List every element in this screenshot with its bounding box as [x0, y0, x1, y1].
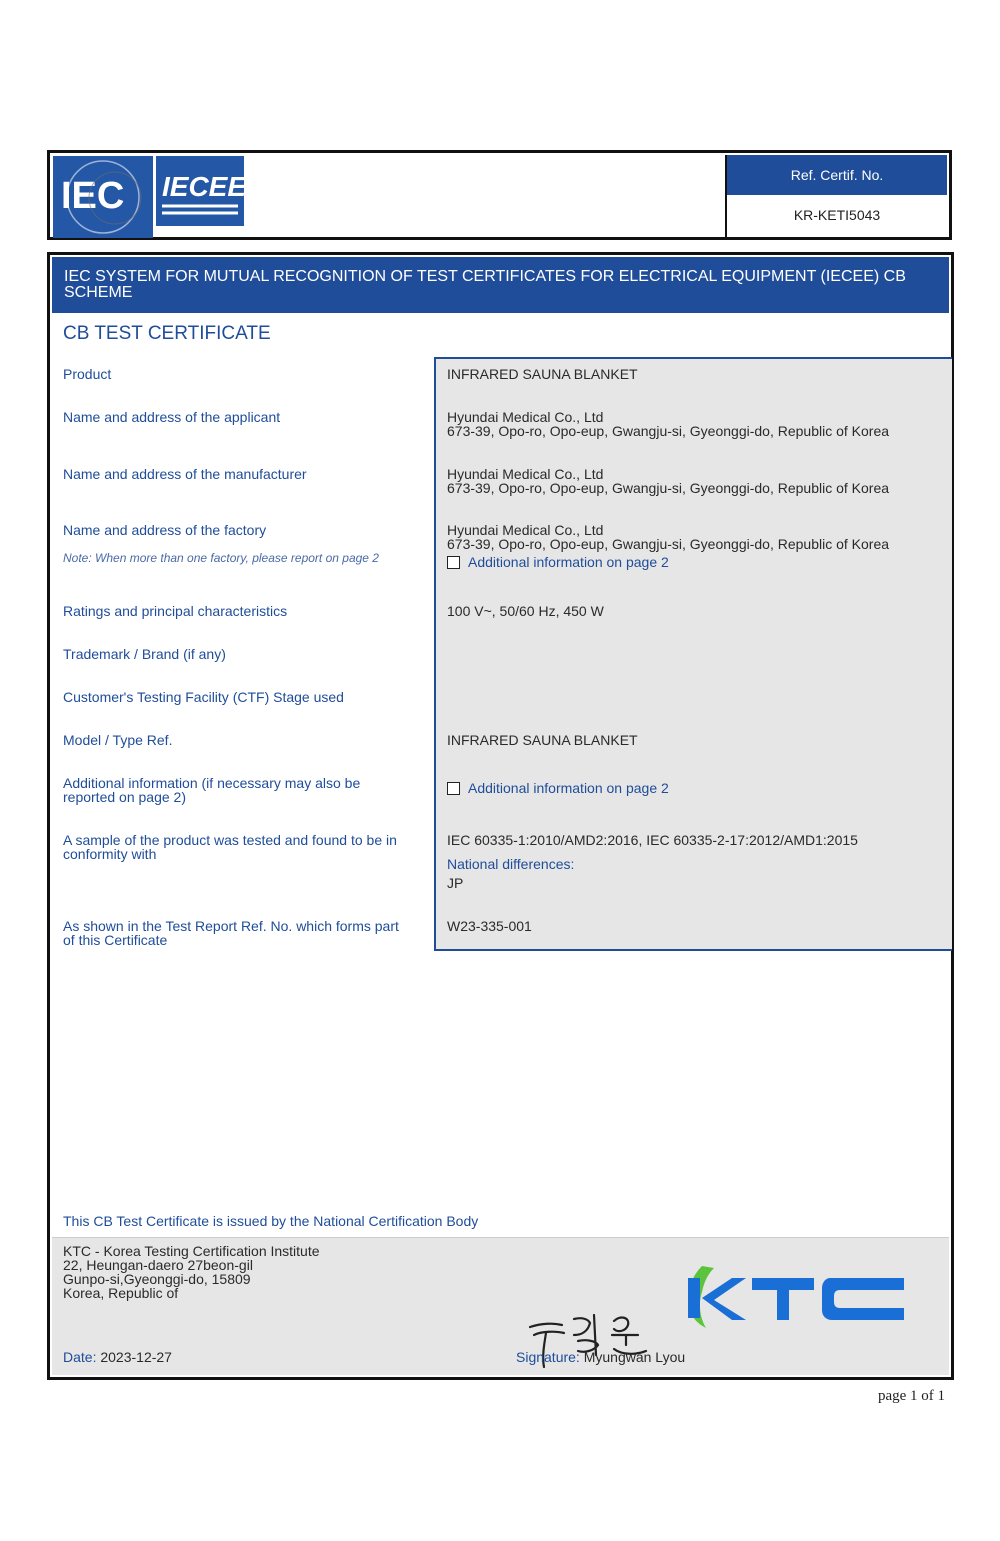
model-value: INFRARED SAUNA BLANKET [447, 732, 638, 748]
report-number: W23-335-001 [447, 918, 532, 934]
product-label: Product [63, 366, 112, 382]
org-country: Korea, Republic of [63, 1285, 179, 1301]
certification-body-address [63, 1244, 320, 1300]
factory-note: Note: When more than one factory, please report on page 2 [63, 551, 379, 565]
checkbox-icon[interactable] [447, 782, 460, 795]
org-name: KTC - Korea Testing Certification Institute [63, 1243, 320, 1259]
factory-label: Name and address of the factory [63, 522, 267, 538]
iec-logo [53, 156, 153, 238]
ref-number: KR-KETI5043 [793, 207, 881, 223]
signature-label: Signature: [516, 1349, 580, 1365]
additional-info-label: Additional information on page 2 [468, 780, 669, 796]
issued-by-statement: This CB Test Certificate is issued by the National Certification Body [63, 1213, 479, 1229]
certificate-header [47, 150, 952, 240]
applicant-label: Name and address of the applicant [63, 409, 281, 425]
standards-value: IEC 60335-1:2010/AMD2:2016, IEC 60335-2-17:2012/AMD1:2015 [447, 832, 858, 848]
product-value: INFRARED SAUNA BLANKET [447, 366, 638, 382]
applicant-address: 673-39, Opo-ro, Opo-eup, Gwangju-si, Gyeonggi-do, Republic of Korea [447, 423, 890, 439]
certificate-body [47, 252, 954, 1380]
iecee-logo [156, 156, 244, 226]
model-label: Model / Type Ref. [63, 732, 173, 748]
date-label: Date: [63, 1349, 97, 1365]
factory-address: 673-39, Opo-ro, Opo-eup, Gwangju-si, Gyeonggi-do, Republic of Korea [447, 536, 890, 552]
checkbox-icon[interactable] [447, 556, 460, 569]
factory-name: Hyundai Medical Co., Ltd [447, 522, 604, 538]
ktc-logo-text: KTC [680, 1260, 682, 1261]
ref-certificate-box [725, 155, 947, 237]
report-label-line1: As shown in the Test Report Ref. No. which forms part [63, 918, 399, 934]
sample-label-line1: A sample of the product was tested and found to be in [63, 832, 397, 848]
ratings-value: 100 V~, 50/60 Hz, 450 W [447, 603, 604, 619]
issue-date [63, 1349, 172, 1365]
manufacturer-label: Name and address of the manufacturer [63, 466, 307, 482]
iecee-logo-text: IECEE [162, 171, 244, 202]
additional-label-line1: Additional information (if necessary may also be [63, 775, 361, 791]
date-value: 2023-12-27 [100, 1349, 172, 1365]
additional-label-line2: reported on page 2) [63, 789, 186, 805]
ratings-label: Ratings and principal characteristics [63, 603, 288, 619]
national-differences-value: JP [447, 875, 464, 891]
applicant-name: Hyundai Medical Co., Ltd [447, 409, 604, 425]
signatory-name: Myungwan Lyou [583, 1349, 686, 1365]
manufacturer-address: 673-39, Opo-ro, Opo-eup, Gwangju-si, Gyeonggi-do, Republic of Korea [447, 480, 890, 496]
signature-line [516, 1349, 685, 1365]
certification-body-footer [52, 1237, 949, 1375]
factory-additional-label: Additional information on page 2 [468, 554, 669, 570]
logo-area [53, 156, 258, 238]
additional-info-checkbox[interactable] [447, 780, 669, 796]
trademark-label: Trademark / Brand (if any) [63, 646, 226, 662]
org-city: Gunpo-si,Gyeonggi-do, 15809 [63, 1271, 251, 1287]
page-number: page 1 of 1 [877, 1388, 945, 1404]
iec-logo-text: IEC [61, 175, 125, 217]
national-differences-label: National differences: [447, 856, 575, 872]
org-street: 22, Heungan-daero 27beon-gil [63, 1257, 253, 1273]
ctf-label: Customer's Testing Facility (CTF) Stage used [63, 689, 344, 705]
certificate-title: CB TEST CERTIFICATE [63, 323, 271, 344]
ktc-logo [680, 1260, 910, 1332]
ref-label: Ref. Certif. No. [727, 155, 947, 195]
sample-label-line2: conformity with [63, 846, 157, 862]
scheme-banner: IEC SYSTEM FOR MUTUAL RECOGNITION OF TEST CERTIFICATES FOR ELECTRICAL EQUIPMENT (IECEE) CB SCHEME [52, 257, 949, 313]
report-label-line2: of this Certificate [63, 932, 168, 948]
factory-additional-checkbox[interactable] [447, 554, 669, 570]
manufacturer-name: Hyundai Medical Co., Ltd [447, 466, 604, 482]
